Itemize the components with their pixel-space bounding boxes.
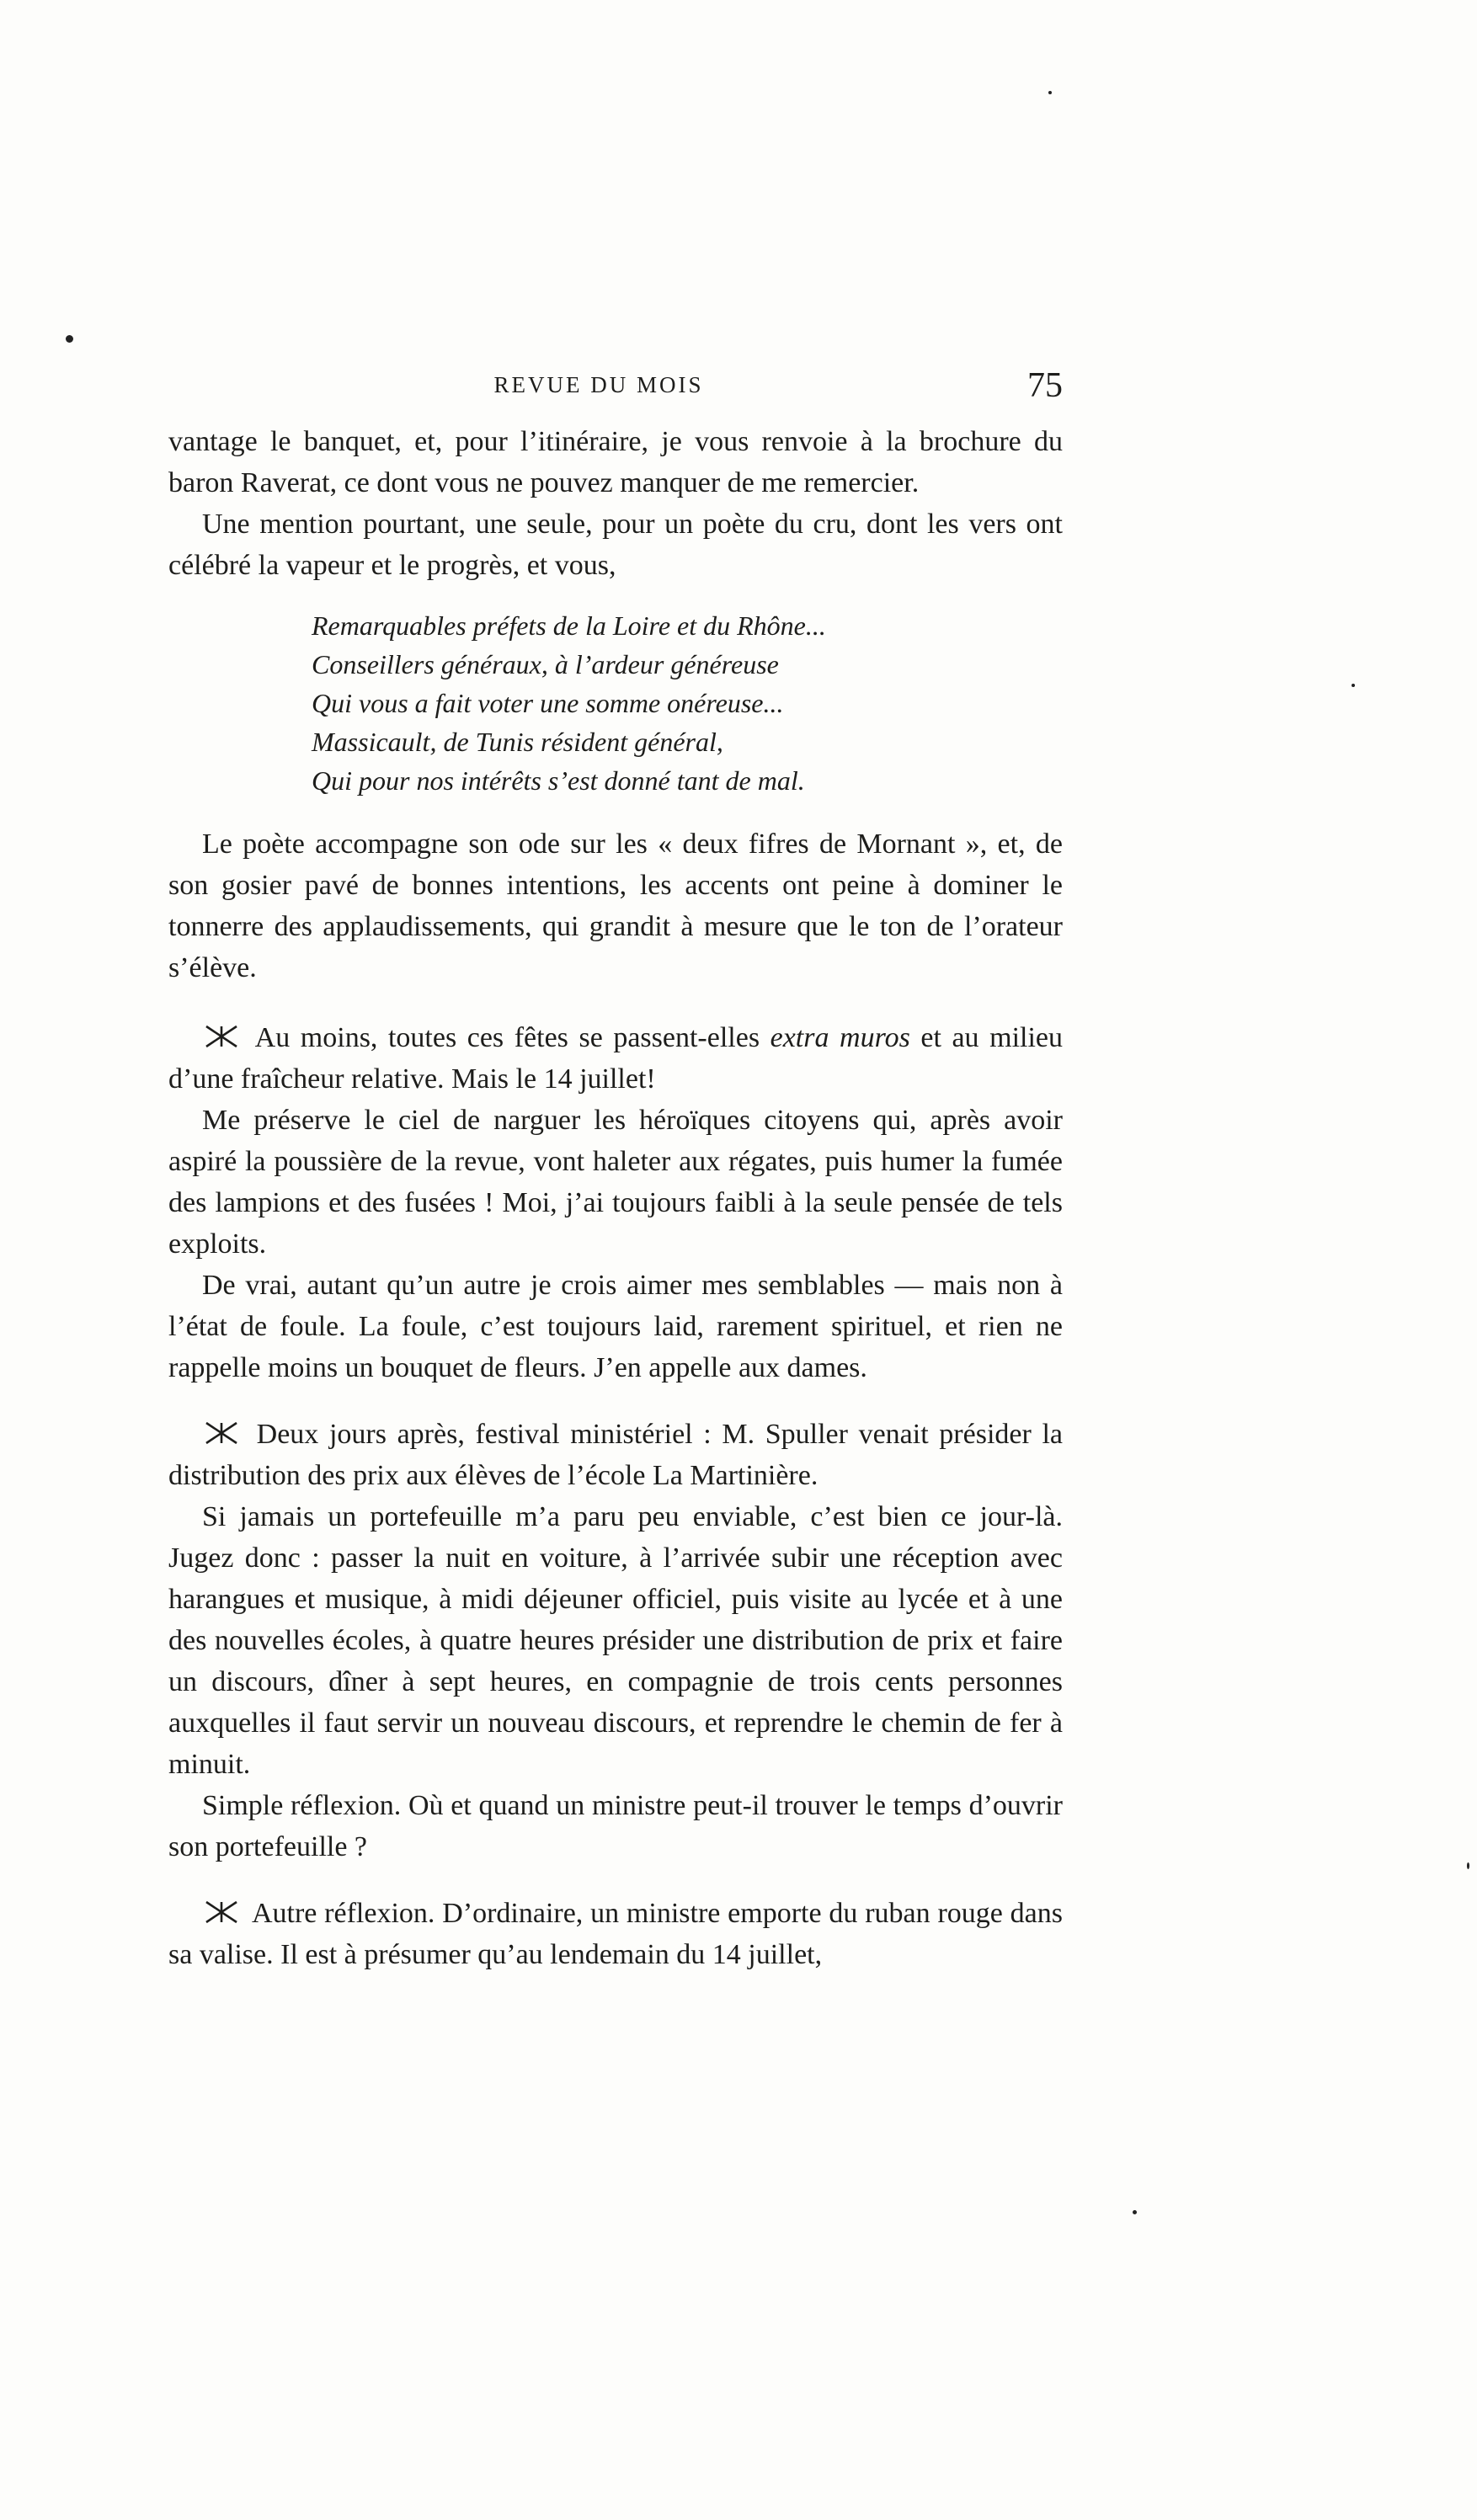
paragraph-4-italic: extra muros	[770, 1022, 910, 1053]
paragraph-3: Le poète accompagne son ode sur les « deux fifres de Mornant », et, de son gosier pavé de bonnes intentions, les accents ont peine à dominer le tonnerre des applaudissements, qui grandit à mesure que le ton de l’orateur s’élève.	[168, 828, 1063, 983]
scan-speck	[1467, 1862, 1469, 1869]
verse-line-1: Remarquables préfets de la Loire et du Rhône...	[312, 610, 826, 641]
verse-quotation	[312, 606, 1063, 800]
verse-line-3: Qui vous a fait voter une somme onéreuse...	[312, 688, 784, 718]
asterism-icon	[202, 1024, 241, 1049]
paragraph-4-text: Au moins, toutes ces fêtes se passent-elles	[246, 1022, 770, 1053]
verse-line-5: Qui pour nos intérêts s’est donné tant de mal.	[312, 765, 805, 796]
paragraph-4	[168, 1017, 1063, 1100]
paragraph-2: Une mention pourtant, une seule, pour un poète du cru, dont les vers ont célébré la vapeur et le progrès, et vous,	[168, 509, 1063, 581]
paragraph-7-text: Deux jours après, festival ministériel : M. Spuller venait présider la distribution des prix aux élèves de l’école La Martinière.	[168, 1419, 1063, 1491]
verse-line-4: Massicault, de Tunis résident général,	[312, 727, 723, 757]
asterism-icon	[202, 1420, 241, 1446]
page-number: 75	[1027, 366, 1063, 405]
paragraph-9: Simple réflexion. Où et quand un ministre peut-il trouver le temps d’ouvrir son portefeuille ?	[168, 1790, 1063, 1862]
page-body	[168, 421, 1063, 1975]
running-head	[168, 366, 1063, 421]
scan-speck	[1048, 91, 1052, 94]
verse-line-2: Conseillers généraux, à l’ardeur généreuse	[312, 649, 779, 679]
running-title: REVUE DU MOIS	[493, 372, 704, 397]
paragraph-1: vantage le banquet, et, pour l’itinéraire, je vous renvoie à la brochure du baron Raverat, ce dont vous ne pouvez manquer de me remercier.	[168, 426, 1063, 498]
paragraph-8: Si jamais un portefeuille m’a paru peu enviable, c’est bien ce jour-là. Jugez donc : passer la nuit en voiture, à l’arrivée subir une réception avec harangues et musique, à midi déjeuner officiel, puis visite au lycée et à une des nouvelles écoles, à quatre heures présider une distribution de prix et faire un discours, dîner à sept heures, en compagnie de trois cents personnes auxquelles il faut servir un nouveau discours, et reprendre le chemin de fer à minuit.	[168, 1501, 1063, 1780]
scan-speck	[66, 335, 73, 343]
paragraph-5: Me préserve le ciel de narguer les héroïques citoyens qui, après avoir aspiré la poussière de la revue, vont haleter aux régates, puis humer la fumée des lampions et des fusées ! Moi, j’ai toujours faibli à la seule pensée de tels exploits.	[168, 1105, 1063, 1260]
scan-speck	[1133, 2210, 1137, 2214]
paragraph-10-text: Autre réflexion. D’ordinaire, un ministre emporte du ruban rouge dans sa valise. Il est à présumer qu’au lendemain du 14 juillet,	[168, 1898, 1063, 1970]
paragraph-7	[168, 1414, 1063, 1496]
paragraph-4-text-end: et au milieu d’une fraîcheur relative. Mais le 14 juillet!	[168, 1022, 1063, 1095]
book-page	[168, 366, 1063, 1975]
paragraph-6: De vrai, autant qu’un autre je crois aimer mes semblables — mais non à l’état de foule. La foule, c’est toujours laid, rarement spirituel, et rien ne rappelle moins un bouquet de fleurs. J’en appelle aux dames.	[168, 1270, 1063, 1383]
paragraph-10	[168, 1893, 1063, 1975]
scan-speck	[1352, 684, 1355, 687]
asterism-icon	[202, 1899, 241, 1925]
